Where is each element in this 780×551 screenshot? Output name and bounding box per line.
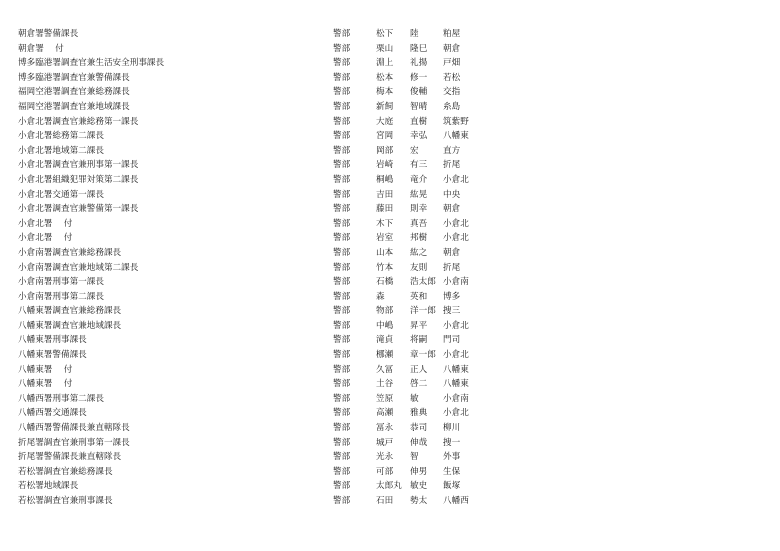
rank: 警部 [333, 277, 351, 288]
rank: 警部 [333, 364, 351, 375]
post-title: 福岡空港署調査官兼地域課長 [18, 101, 130, 112]
rank: 警部 [333, 496, 351, 506]
roster-row [18, 436, 778, 451]
given-name: 宏 [410, 145, 419, 156]
roster-row [18, 465, 778, 480]
family-name: 滝貞 [376, 335, 394, 346]
given-name: 啓二 [410, 379, 428, 390]
family-name: 梛瀬 [376, 350, 394, 361]
previous-assignment: 戸畑 [443, 58, 461, 69]
roster-row [18, 479, 778, 494]
family-name: 笠原 [376, 393, 394, 404]
family-name: 物部 [376, 306, 394, 317]
roster-row [18, 231, 778, 246]
roster-row [18, 42, 778, 57]
previous-assignment: 朝倉 [443, 247, 461, 258]
rank: 警部 [333, 481, 351, 492]
given-name: 紘之 [410, 247, 428, 258]
previous-assignment: 朝倉 [443, 204, 461, 215]
given-name: 伸哉 [410, 437, 428, 448]
family-name: 久冨 [376, 364, 394, 375]
given-name: 勢太 [410, 496, 428, 506]
rank: 警部 [333, 87, 351, 98]
given-name: 正人 [410, 364, 428, 375]
roster-row [18, 377, 778, 392]
post-title: 博多臨港署調査官兼生活安全刑事課長 [18, 58, 165, 69]
post-title: 小倉南署刑事第二課長 [18, 291, 104, 302]
given-name: 修一 [410, 72, 428, 83]
previous-assignment: 生保 [443, 466, 461, 477]
rank: 警部 [333, 379, 351, 390]
post-title: 小倉北署交通第一課長 [18, 189, 104, 200]
given-name: 敏史 [410, 481, 428, 492]
family-name: 岩崎 [376, 160, 394, 171]
rank: 警部 [333, 306, 351, 317]
family-name: 太郎丸 [376, 481, 402, 492]
previous-assignment: 中央 [443, 189, 461, 200]
given-name: 陸 [410, 29, 419, 39]
post-title: 小倉北署地域第二課長 [18, 145, 104, 156]
previous-assignment: 糸島 [443, 101, 461, 112]
roster-row [18, 290, 778, 305]
post-title: 若松署調査官兼総務課長 [18, 466, 113, 477]
given-name: 紘晃 [410, 189, 428, 200]
roster-row [18, 202, 778, 217]
family-name: 新飼 [376, 101, 394, 112]
family-name: 桐嶋 [376, 174, 394, 185]
given-name: 洋一郎 [410, 306, 436, 317]
family-name: 石田 [376, 496, 394, 506]
post-title: 若松署地域課長 [18, 481, 79, 492]
roster-row [18, 188, 778, 203]
given-name: 敏 [410, 393, 419, 404]
family-name: 宮岡 [376, 131, 394, 142]
post-title: 小倉南署刑事第一課長 [18, 277, 104, 288]
roster-row [18, 275, 778, 290]
previous-assignment: 粕屋 [443, 29, 461, 39]
given-name: 友則 [410, 262, 428, 273]
roster-row [18, 363, 778, 378]
rank: 警部 [333, 72, 351, 83]
family-name: 岩室 [376, 233, 394, 244]
post-title: 小倉南署調査官兼総務課長 [18, 247, 122, 258]
family-name: 栗山 [376, 43, 394, 54]
family-name: 淵上 [376, 58, 394, 69]
family-name: 松下 [376, 29, 394, 39]
rank: 警部 [333, 247, 351, 258]
roster-row [18, 56, 778, 71]
family-name: 岡部 [376, 145, 394, 156]
previous-assignment: 飯塚 [443, 481, 461, 492]
post-title: 小倉北署調査官兼刑事第一課長 [18, 160, 139, 171]
previous-assignment: 柳川 [443, 423, 461, 434]
previous-assignment: 博多 [443, 291, 461, 302]
given-name: 雅典 [410, 408, 428, 419]
family-name: 梅本 [376, 87, 394, 98]
previous-assignment: 八幡西 [443, 496, 469, 506]
given-name: 智 [410, 452, 419, 463]
roster-row [18, 144, 778, 159]
roster-row [18, 246, 778, 261]
given-name: 隆巳 [410, 43, 428, 54]
rank: 警部 [333, 189, 351, 200]
given-name: 章一郎 [410, 350, 436, 361]
rank: 警部 [333, 116, 351, 127]
family-name: 松本 [376, 72, 394, 83]
previous-assignment: 捜一 [443, 437, 461, 448]
post-title: 八幡東署 付 [18, 379, 73, 390]
roster-row [18, 71, 778, 86]
family-name: 石橋 [376, 277, 394, 288]
family-name: 大庭 [376, 116, 394, 127]
family-name: 冨永 [376, 423, 394, 434]
roster-row [18, 348, 778, 363]
rank: 警部 [333, 204, 351, 215]
post-title: 博多臨港署調査官兼警備課長 [18, 72, 130, 83]
roster-row [18, 421, 778, 436]
given-name: 幸弘 [410, 131, 428, 142]
given-name: 英和 [410, 291, 428, 302]
rank: 警部 [333, 174, 351, 185]
previous-assignment: 小倉北 [443, 233, 469, 244]
given-name: 将嗣 [410, 335, 428, 346]
family-name: 可部 [376, 466, 394, 477]
post-title: 八幡西署交通課長 [18, 408, 87, 419]
rank: 警部 [333, 423, 351, 434]
rank: 警部 [333, 408, 351, 419]
family-name: 藤田 [376, 204, 394, 215]
rank: 警部 [333, 43, 351, 54]
previous-assignment: 門司 [443, 335, 461, 346]
rank: 警部 [333, 466, 351, 477]
previous-assignment: 小倉北 [443, 408, 469, 419]
post-title: 小倉北署調査官兼警備第一課長 [18, 204, 139, 215]
post-title: 折尾署調査官兼刑事第一課長 [18, 437, 130, 448]
given-name: 礼揚 [410, 58, 428, 69]
family-name: 山本 [376, 247, 394, 258]
previous-assignment: 小倉北 [443, 320, 469, 331]
previous-assignment: 折尾 [443, 160, 461, 171]
roster-row [18, 27, 778, 42]
family-name: 城戸 [376, 437, 394, 448]
given-name: 浩太郎 [410, 277, 436, 288]
post-title: 八幡西署刑事第二課長 [18, 393, 104, 404]
previous-assignment: 八幡東 [443, 379, 469, 390]
previous-assignment: 小倉北 [443, 218, 469, 229]
rank: 警部 [333, 233, 351, 244]
roster-row [18, 85, 778, 100]
rank: 警部 [333, 452, 351, 463]
rank: 警部 [333, 262, 351, 273]
roster-row [18, 319, 778, 334]
post-title: 福岡空港署調査官兼総務課長 [18, 87, 130, 98]
previous-assignment: 捜三 [443, 306, 461, 317]
post-title: 若松署調査官兼刑事課長 [18, 496, 113, 506]
previous-assignment: 小倉南 [443, 393, 469, 404]
roster-row [18, 261, 778, 276]
family-name: 竹本 [376, 262, 394, 273]
family-name: 高瀬 [376, 408, 394, 419]
family-name: 森 [376, 291, 385, 302]
previous-assignment: 折尾 [443, 262, 461, 273]
family-name: 吉田 [376, 189, 394, 200]
previous-assignment: 直方 [443, 145, 461, 156]
previous-assignment: 八幡東 [443, 131, 469, 142]
previous-assignment: 筑紫野 [443, 116, 469, 127]
rank: 警部 [333, 29, 351, 39]
roster-row [18, 406, 778, 421]
previous-assignment: 八幡東 [443, 364, 469, 375]
post-title: 小倉北署 付 [18, 233, 73, 244]
family-name: 土谷 [376, 379, 394, 390]
post-title: 八幡東署 付 [18, 364, 73, 375]
rank: 警部 [333, 320, 351, 331]
post-title: 朝倉署 付 [18, 43, 64, 54]
given-name: 俊輔 [410, 87, 428, 98]
family-name: 木下 [376, 218, 394, 229]
post-title: 朝倉署警備課長 [18, 29, 79, 39]
previous-assignment: 小倉北 [443, 174, 469, 185]
given-name: 智晴 [410, 101, 428, 112]
given-name: 伸男 [410, 466, 428, 477]
given-name: 邦樹 [410, 233, 428, 244]
previous-assignment: 若松 [443, 72, 461, 83]
given-name: 直樹 [410, 116, 428, 127]
given-name: 竜介 [410, 174, 428, 185]
post-title: 小倉北署調査官兼総務第一課長 [18, 116, 139, 127]
roster-row [18, 217, 778, 232]
post-title: 八幡東署警備課長 [18, 350, 87, 361]
post-title: 小倉北署総務第二課長 [18, 131, 104, 142]
post-title: 八幡東署刑事課長 [18, 335, 87, 346]
rank: 警部 [333, 335, 351, 346]
post-title: 小倉北署 付 [18, 218, 73, 229]
post-title: 小倉北署組織犯罪対策第二課長 [18, 174, 139, 185]
rank: 警部 [333, 58, 351, 69]
roster-row [18, 115, 778, 130]
roster-row [18, 158, 778, 173]
family-name: 光永 [376, 452, 394, 463]
rank: 警部 [333, 437, 351, 448]
given-name: 恭司 [410, 423, 428, 434]
rank: 警部 [333, 350, 351, 361]
post-title: 八幡東署調査官兼総務課長 [18, 306, 122, 317]
roster-row [18, 129, 778, 144]
roster-row [18, 173, 778, 188]
rank: 警部 [333, 218, 351, 229]
rank: 警部 [333, 291, 351, 302]
rank: 警部 [333, 101, 351, 112]
rank: 警部 [333, 131, 351, 142]
roster-row [18, 494, 778, 509]
rank: 警部 [333, 160, 351, 171]
previous-assignment: 朝倉 [443, 43, 461, 54]
roster-row [18, 392, 778, 407]
post-title: 八幡西署警備課長兼直轄隊長 [18, 423, 130, 434]
roster-row [18, 450, 778, 465]
given-name: 真吾 [410, 218, 428, 229]
rank: 警部 [333, 145, 351, 156]
personnel-roster [18, 27, 778, 509]
post-title: 折尾署警備課長兼直轄隊長 [18, 452, 122, 463]
previous-assignment: 外事 [443, 452, 461, 463]
previous-assignment: 小倉南 [443, 277, 469, 288]
given-name: 昇平 [410, 320, 428, 331]
previous-assignment: 小倉北 [443, 350, 469, 361]
roster-row [18, 333, 778, 348]
post-title: 小倉南署調査官兼地域第二課長 [18, 262, 139, 273]
given-name: 則幸 [410, 204, 428, 215]
post-title: 八幡東署調査官兼地域課長 [18, 320, 122, 331]
roster-row [18, 304, 778, 319]
roster-row [18, 100, 778, 115]
rank: 警部 [333, 393, 351, 404]
given-name: 有三 [410, 160, 428, 171]
previous-assignment: 交指 [443, 87, 461, 98]
family-name: 中嶋 [376, 320, 394, 331]
